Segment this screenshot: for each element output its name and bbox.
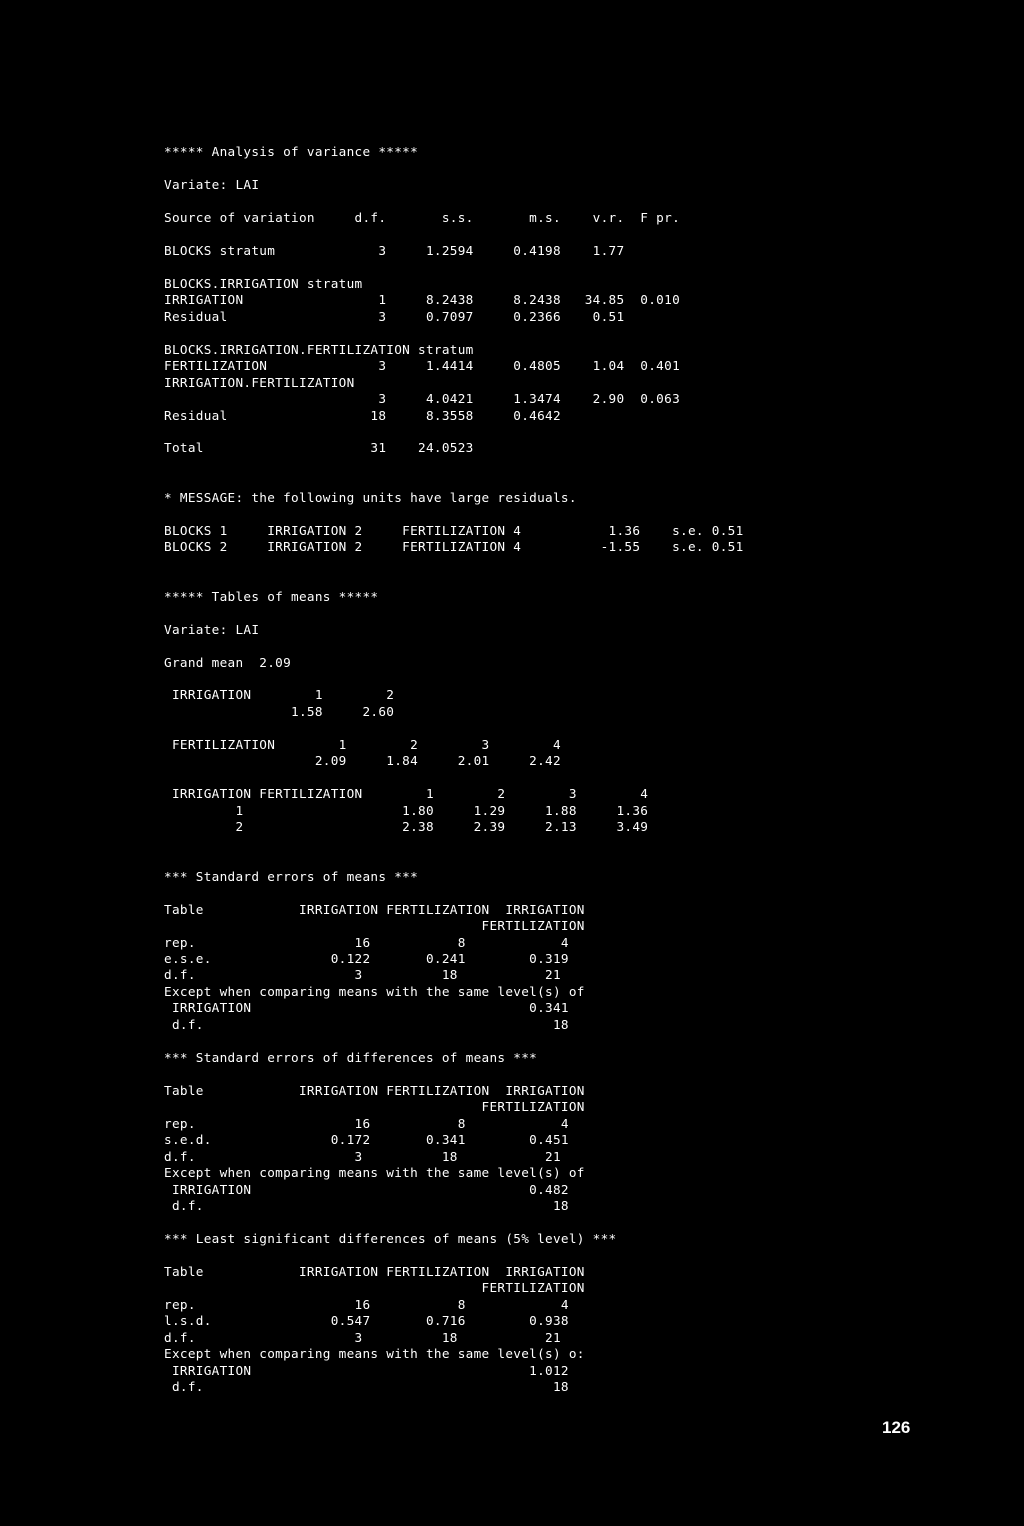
output-line: d.f. 18: [164, 1379, 569, 1395]
output-line: *** Least significant differences of means (5% level) ***: [164, 1230, 617, 1246]
output-line: s.e.d. 0.172 0.341 0.451: [164, 1132, 569, 1148]
output-line: BLOCKS stratum 3 1.2594 0.4198 1.77: [164, 242, 625, 258]
output-line: rep. 16 8 4: [164, 1115, 569, 1131]
output-line: [164, 720, 744, 736]
output-line: Residual 18 8.3558 0.4642: [164, 407, 561, 423]
output-line: [164, 259, 744, 275]
output-line: [164, 671, 744, 687]
output-line: d.f. 18: [164, 1016, 569, 1032]
output-line: Grand mean 2.09: [164, 654, 292, 670]
output-line: IRRIGATION FERTILIZATION 1 2 3 4: [164, 786, 649, 802]
page-number: 126: [882, 1418, 911, 1437]
output-line: IRRIGATION 0.482: [164, 1181, 569, 1197]
output-line: [164, 852, 744, 868]
output-line: d.f. 3 18 21: [164, 967, 561, 983]
output-line: [164, 1033, 744, 1049]
output-line: [164, 770, 744, 786]
output-line: Table IRRIGATION FERTILIZATION IRRIGATION: [164, 901, 585, 917]
output-line: Variate: LAI: [164, 621, 260, 637]
output-line: [164, 836, 744, 852]
output-line: [164, 160, 744, 176]
output-line: Variate: LAI: [164, 176, 260, 192]
output-line: FERTILIZATION: [164, 1099, 585, 1115]
output-line: [164, 638, 744, 654]
output-line: [164, 1066, 744, 1082]
output-line: ***** Tables of means *****: [164, 588, 379, 604]
output-line: 3 4.0421 1.3474 2.90 0.063: [164, 391, 681, 407]
output-line: Residual 3 0.7097 0.2366 0.51: [164, 308, 625, 324]
output-line: d.f. 18: [164, 1198, 569, 1213]
output-line: 1 1.80 1.29 1.88 1.36: [164, 802, 649, 818]
output-line: BLOCKS.IRRIGATION stratum: [164, 275, 363, 291]
output-line: Table IRRIGATION FERTILIZATION IRRIGATION: [164, 1263, 585, 1279]
output-line: IRRIGATION 1.012: [164, 1362, 569, 1378]
output-line: BLOCKS 1 IRRIGATION 2 FERTILIZATION 4 1.36 s.e. 0.51: [164, 522, 744, 538]
output-line: BLOCKS 2 IRRIGATION 2 FERTILIZATION 4 -1.55 s.e. 0.51: [164, 539, 744, 555]
output-line: [164, 473, 744, 489]
output-line: FERTILIZATION 3 1.4414 0.4805 1.04 0.401: [164, 358, 681, 374]
output-line: FERTILIZATION 1 2 3 4: [164, 736, 561, 752]
output-line: d.f. 3 18 21: [164, 1148, 561, 1164]
output-line: rep. 16 8 4: [164, 934, 569, 950]
output-line: Except when comparing means with the same level(s) of: [164, 983, 585, 999]
output-line: BLOCKS.IRRIGATION.FERTILIZATION stratum: [164, 341, 474, 357]
output-line: [164, 605, 744, 621]
output-line: d.f. 3 18 21: [164, 1329, 561, 1345]
output-line: IRRIGATION 1 8.2438 8.2438 34.85 0.010: [164, 292, 681, 308]
output-line: [164, 226, 744, 242]
output-line: IRRIGATION 1 2: [164, 687, 395, 703]
output-line: [164, 885, 744, 901]
output-line: Table IRRIGATION FERTILIZATION IRRIGATION: [164, 1082, 585, 1098]
output-line: IRRIGATION.FERTILIZATION: [164, 374, 355, 390]
output-line: [164, 325, 744, 341]
output-line: *** Standard errors of differences of means ***: [164, 1049, 538, 1065]
output-line: IRRIGATION 0.341: [164, 1000, 569, 1016]
output-line: *** Standard errors of means ***: [164, 868, 419, 884]
output-line: ***** Analysis of variance *****: [164, 144, 419, 159]
output-line: FERTILIZATION: [164, 918, 585, 934]
output-line: 2.09 1.84 2.01 2.42: [164, 753, 561, 769]
output-line: [164, 1247, 744, 1263]
output-line: [164, 572, 744, 588]
output-line: l.s.d. 0.547 0.716 0.938: [164, 1313, 569, 1329]
output-line: Except when comparing means with the same level(s) of: [164, 1165, 585, 1181]
output-line: [164, 1214, 744, 1230]
output-line: [164, 556, 744, 572]
output-line: [164, 193, 744, 209]
output-line: 1.58 2.60: [164, 703, 395, 719]
output-line: e.s.e. 0.122 0.241 0.319: [164, 950, 569, 966]
output-line: 2 2.38 2.39 2.13 3.49: [164, 819, 649, 835]
output-line: Except when comparing means with the same level(s) o:: [164, 1346, 585, 1362]
output-line: [164, 424, 744, 440]
output-line: FERTILIZATION: [164, 1280, 585, 1296]
output-line: Total 31 24.0523: [164, 440, 474, 456]
output-line: [164, 457, 744, 473]
anova-output: [164, 144, 744, 1396]
output-line: [164, 506, 744, 522]
output-line: rep. 16 8 4: [164, 1296, 569, 1312]
output-line: Source of variation d.f. s.s. m.s. v.r. F pr.: [164, 209, 681, 225]
output-line: * MESSAGE: the following units have large residuals.: [164, 489, 577, 505]
